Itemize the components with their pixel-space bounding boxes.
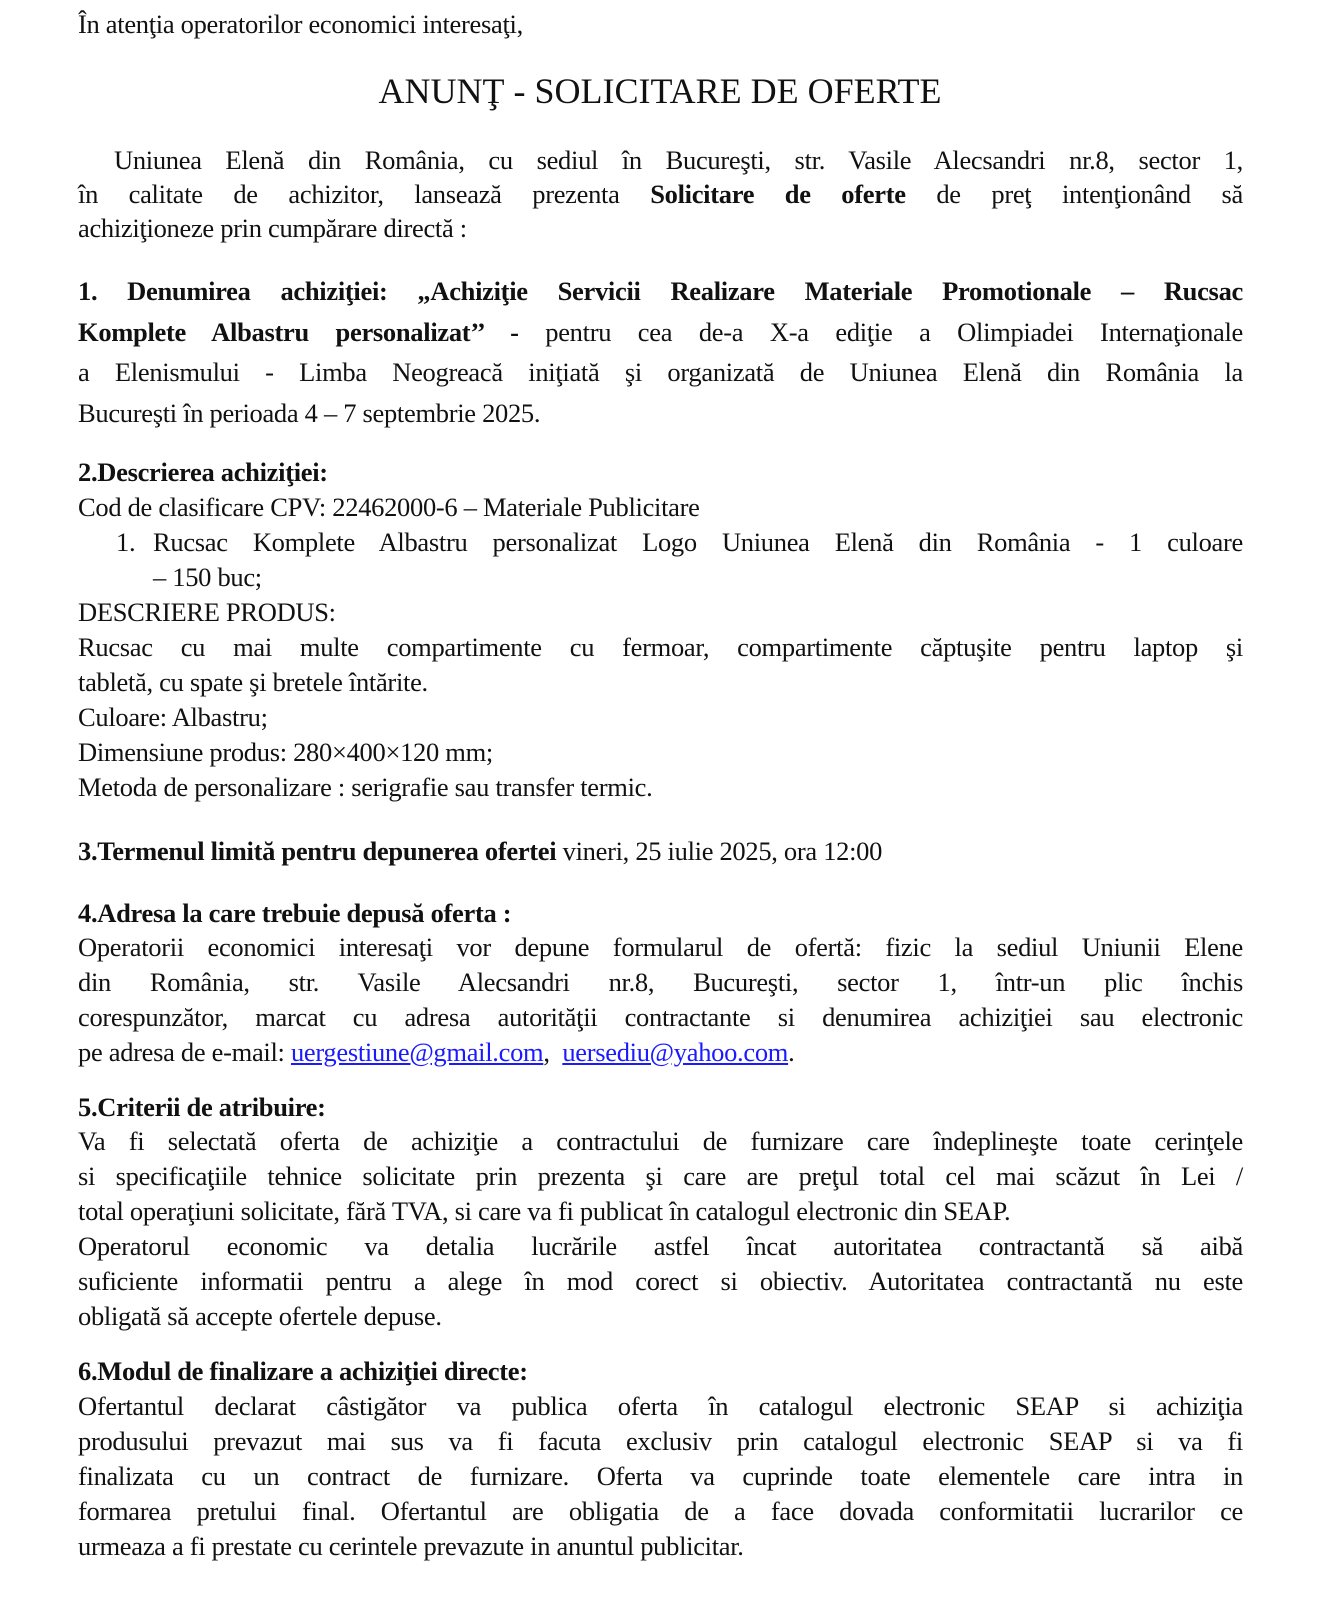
deadline-value: vineri, 25 iulie 2025, ora 12:00 [562,836,883,866]
intro-line-2 [78,178,1243,210]
email-label: pe adresa de e-mail: [78,1037,285,1067]
product-description-heading: DESCRIERE PRODUS: [78,597,336,627]
section4-line-2: din România, str. Vasile Alecsandri nr.8, Bucureşti, sector 1, într-un plic închis [78,967,1243,997]
product-dimensions: Dimensiune produs: 280×400×120 mm; [78,737,493,767]
section6-heading [78,1355,528,1387]
section4-heading [78,897,511,929]
section1-text: pentru cea de-a X-a ediţie a Olimpiadei Internaţionale [545,317,1244,347]
section1-line-2 [78,316,1243,348]
section5-line-2: si specificaţiile tehnice solicitate prin prezenta şi care are preţul total cel mai scăzut în Lei / [78,1161,1243,1191]
section5-line-6: obligată să accepte ofertele depuse. [78,1301,442,1331]
section5-heading [78,1091,326,1123]
period: . [788,1037,795,1067]
intro-text: în calitate de achizitor, lansează prezenta [78,179,620,209]
intro-line-1: Uniunea Elenă din România, cu sediul în Bucureşti, str. Vasile Alecsandri nr.8, sector 1, [114,145,1243,175]
personalization-method: Metoda de personalizare : serigrafie sau transfer termic. [78,772,653,802]
section6-line-2: produsului prevazut mai sus va fi facuta exclusiv prin catalogul electronic SEAP si va fi [78,1426,1243,1456]
section1-line-1 [78,275,1243,307]
email-link-gmail[interactable]: uergestiune@gmail.com [290,1037,544,1067]
section4-line-1: Operatorii economici interesaţi vor depune formularul de ofertă: fizic la sediul Uniunii Elene [78,932,1243,962]
intro-bold-text: Solicitare de oferte [650,179,906,209]
section4-heading-text: 4.Adresa la care trebuie depusă oferta : [78,898,512,928]
section6-line-5: urmeaza a fi prestate cu cerintele prevazute in anuntul publicitar. [78,1531,744,1561]
intro-text: de preţ intenţionând să [936,179,1243,209]
section2-heading-text: 2.Descrierea achiziţiei: [78,457,328,487]
page-title: ANUNŢ - SOLICITARE DE OFERTE [378,71,942,111]
section1-line-3: a Elenismului - Limba Neogreacă iniţiată şi organizată de Uniunea Elenă din România la [78,357,1243,387]
section5-line-3: total operaţiuni solicitate, fără TVA, si care va fi publicat în catalogul electronic din SEAP. [78,1196,1011,1226]
section6-heading-text: 6.Modul de finalizare a achiziţiei directe: [78,1356,528,1386]
list-item-number: 1. [116,527,136,557]
list-item-line-2: – 150 buc; [153,562,262,592]
section3-heading: 3.Termenul limită pentru depunerea ofertei [78,836,557,866]
greeting: În atenţia operatorilor economici interesaţi, [78,9,523,39]
cpv-code: Cod de clasificare CPV: 22462000-6 – Materiale Publicitare [78,492,700,522]
section1-line-4: Bucureşti în perioada 4 – 7 septembrie 2025. [78,398,541,428]
intro-line-3: achiziţioneze prin cumpărare directă : [78,213,467,243]
product-description-line-2: tabletă, cu spate şi bretele întărite. [78,667,428,697]
separator: , [543,1037,550,1067]
section6-line-4: formarea pretului final. Ofertantul are obligatia de a face dovada conformitatii lucrarilor ce [78,1496,1243,1526]
email-link-yahoo[interactable]: uersediu@yahoo.com [562,1037,789,1067]
product-description-line-1: Rucsac cu mai multe compartimente cu fermoar, compartimente căptuşite pentru laptop şi [78,632,1243,662]
section6-line-3: finalizata cu un contract de furnizare. Oferta va cuprinde toate elementele care intra in [78,1461,1243,1491]
list-item-line-1: Rucsac Komplete Albastru personalizat Logo Uniunea Elenă din România - 1 culoare [153,527,1243,557]
section5-line-4: Operatorul economic va detalia lucrările astfel încat autoritatea contractantă să aibă [78,1231,1243,1261]
section1-heading: 1. Denumirea achiziţiei: „Achiziţie Servicii Realizare Materiale Promotionale – Rucsac [78,276,1243,306]
section6-line-1: Ofertantul declarat câstigător va publica oferta în catalogul electronic SEAP si achiziţia [78,1391,1243,1421]
section5-line-5: suficiente informatii pentru a alege în mod corect si obiectiv. Autoritatea contractantă nu este [78,1266,1243,1296]
section1-title-bold: Komplete Albastru personalizat’’ - [78,317,519,347]
section5-heading-text: 5.Criterii de atribuire: [78,1092,326,1122]
product-color: Culoare: Albastru; [78,702,268,732]
section3-deadline [78,835,882,867]
section5-line-1: Va fi selectată oferta de achiziţie a contractului de furnizare care îndeplineşte toate cerinţele [78,1126,1243,1156]
section2-heading [78,456,328,488]
section4-line-3: corespunzător, marcat cu adresa autorităţii contractante si denumirea achiziţiei sau electronic [78,1002,1243,1032]
section4-line-4 [78,1036,794,1068]
